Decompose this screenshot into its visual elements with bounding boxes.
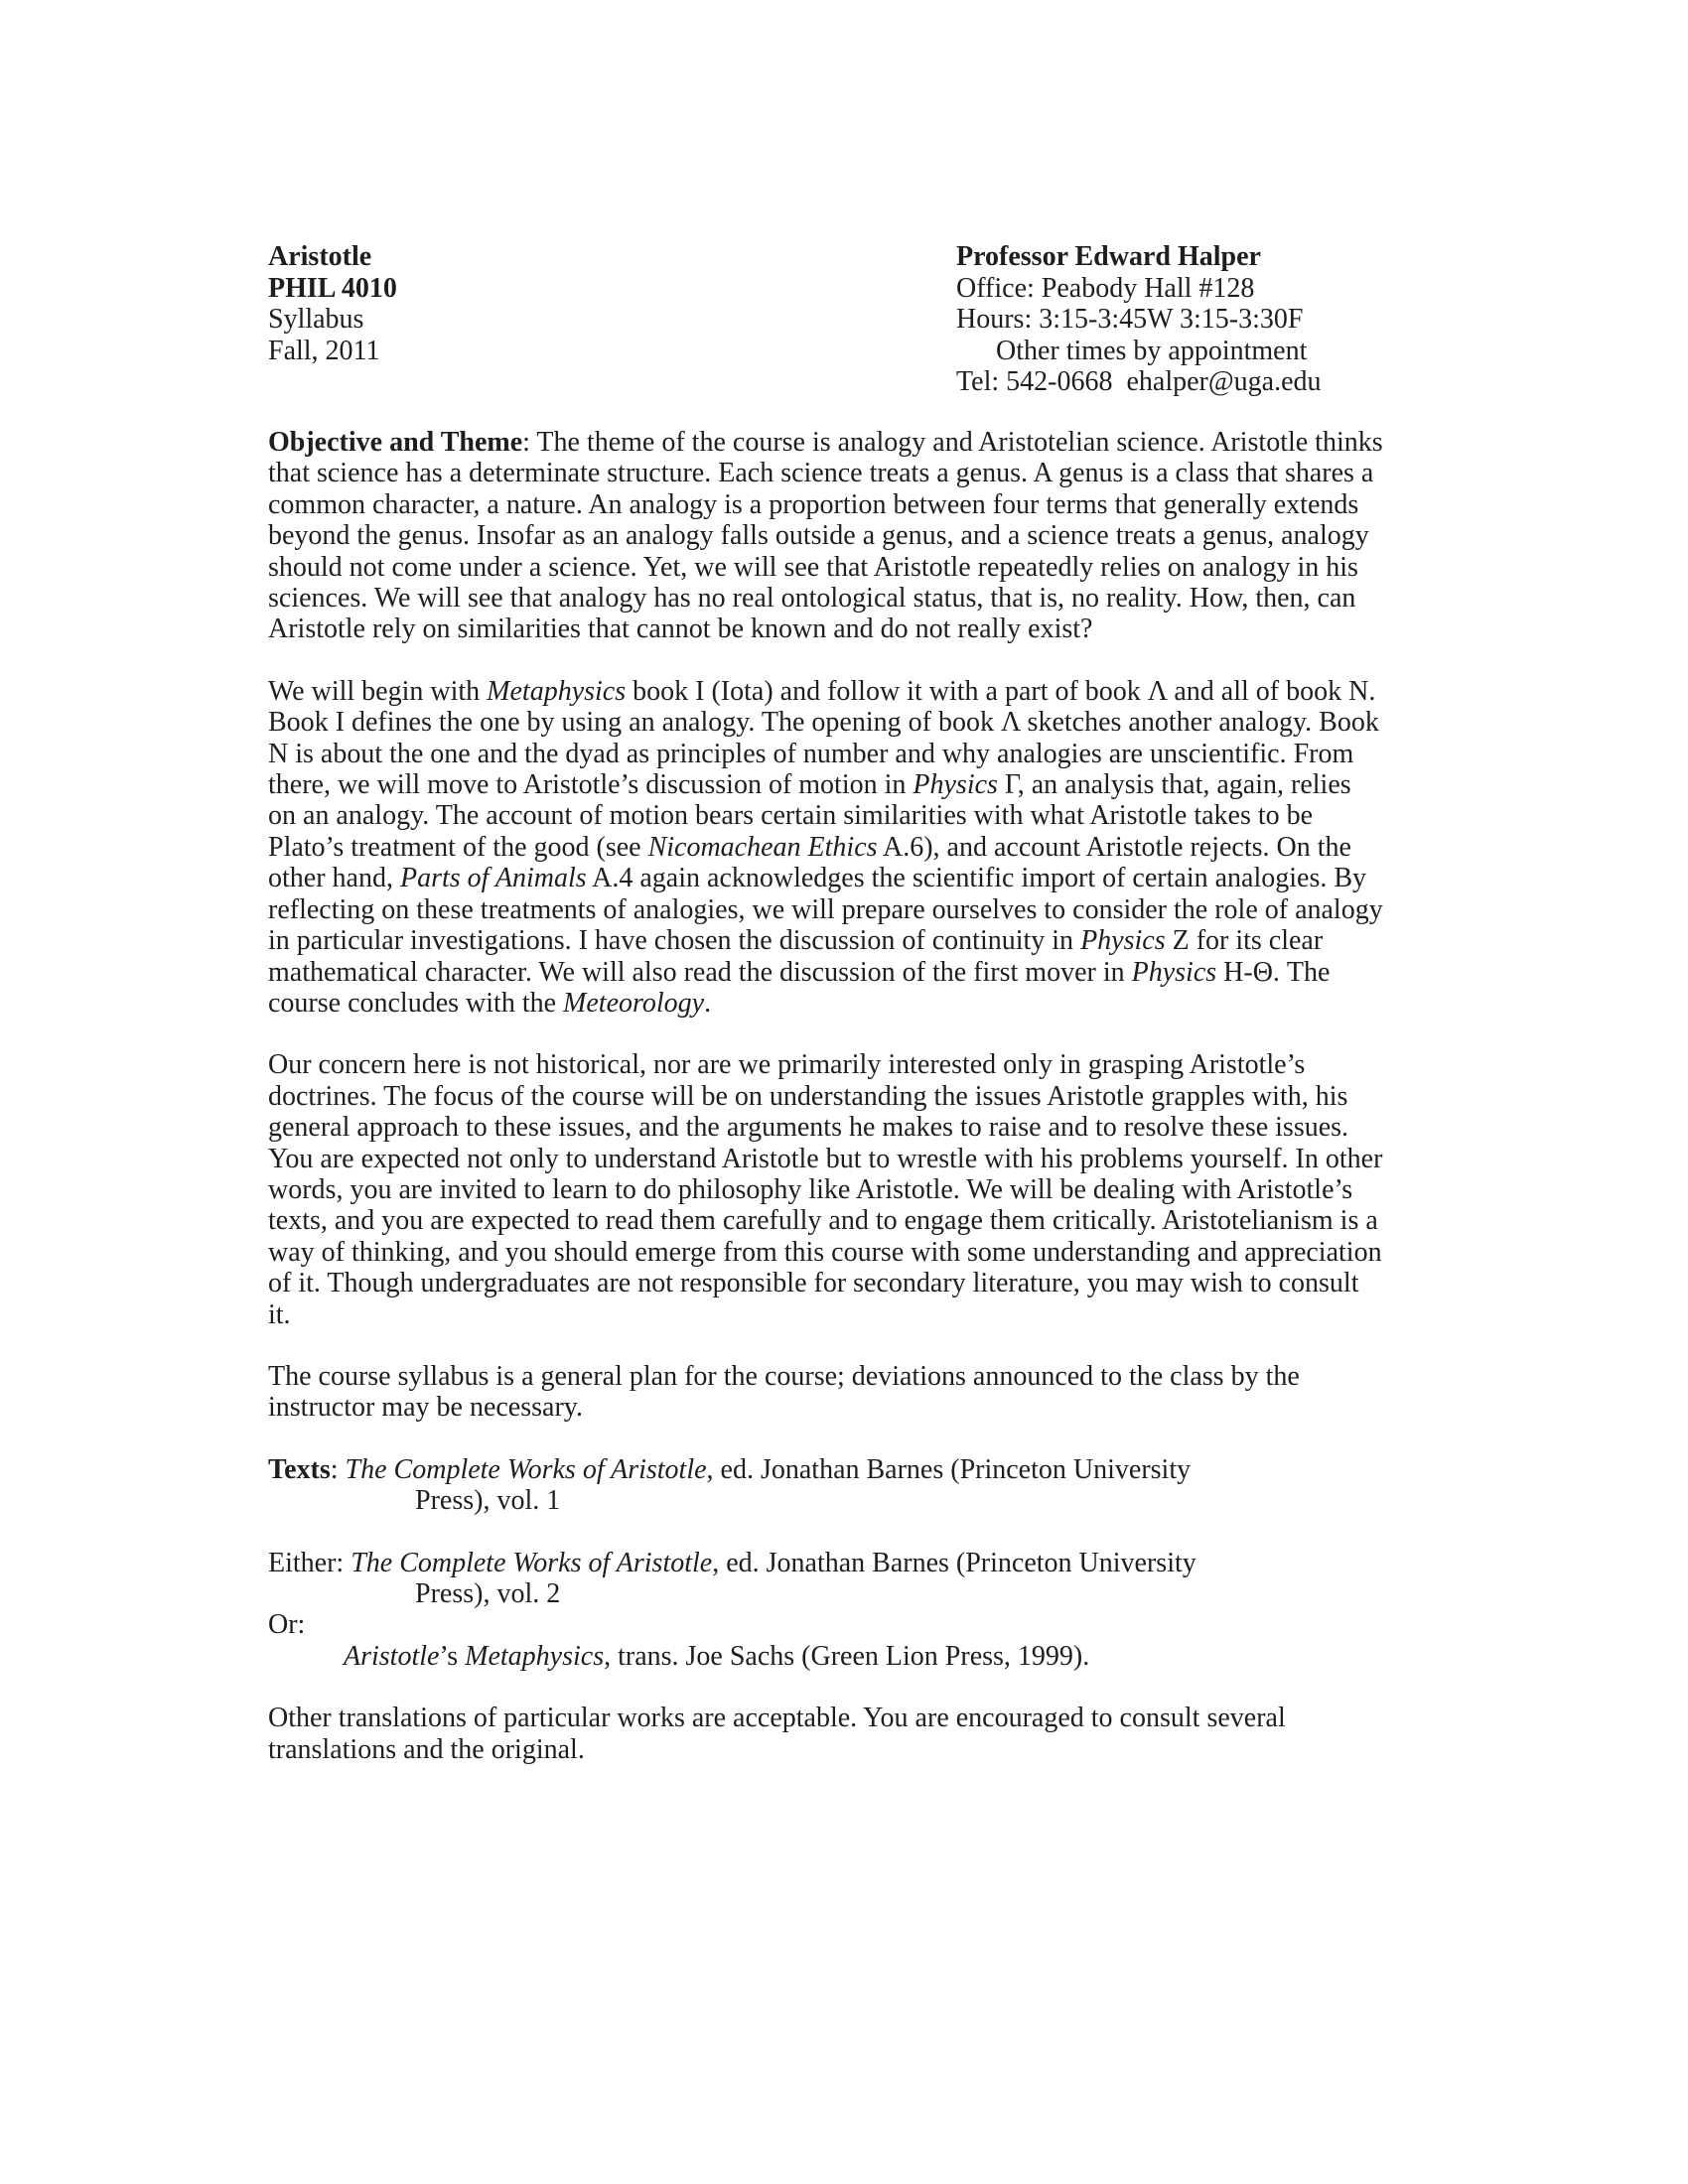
plan-text: Γ, an analysis that, again, relies on an analogy. The account of motion bears certain similarities with what Aristotle takes to be Plato’s treatment of the good (see [268, 769, 1351, 863]
email: ehalper@uga.edu [1126, 366, 1322, 397]
syllabus-note-paragraph: The course syllabus is a general plan for the course; deviations announced to the class by the instructor may be necessary. [268, 1360, 1300, 1424]
document-type: Syllabus [268, 304, 364, 335]
book-details-cont: Press), vol. 2 [415, 1578, 561, 1609]
texts-colon: : [330, 1453, 346, 1485]
other-times: Other times by appointment [996, 335, 1308, 366]
author-name: Aristotle [344, 1640, 440, 1672]
work-title: Parts of Animals [399, 863, 587, 894]
contact-line [956, 366, 1322, 398]
telephone: Tel: 542-0668 [956, 366, 1113, 397]
either-label: Either: [268, 1547, 352, 1578]
office-hours: Hours: 3:15-3:45W 3:15-3:30F [956, 304, 1304, 335]
syllabus-body [268, 427, 1385, 1796]
book-details: , ed. Jonathan Barnes (Princeton University [706, 1453, 1192, 1485]
translations-paragraph: Other translations of particular works are acceptable. You are encouraged to consult several translations and the original. [268, 1703, 1286, 1765]
book-details-cont: Press), vol. 1 [415, 1485, 561, 1517]
course-name: Aristotle [268, 241, 372, 272]
objective-label: Objective and Theme [268, 427, 523, 458]
instructor-info-block [956, 241, 1322, 398]
plan-text: Z for its clear mathematical character. We will also read the discussion of the first mover in [268, 925, 1324, 988]
book-title: Metaphysics [465, 1640, 605, 1672]
office-location: Office: Peabody Hall #128 [956, 272, 1255, 304]
alt-text: ’s [439, 1640, 466, 1672]
book-title: The Complete Works of Aristotle [351, 1547, 713, 1578]
objective-paragraph [268, 427, 1385, 645]
work-title: Nicomachean Ethics [647, 831, 878, 863]
or-label: Or: [268, 1609, 306, 1641]
plan-text: H-Θ. The course concludes with the [268, 956, 1331, 1019]
texts-entry [268, 1454, 1385, 1517]
course-code: PHIL 4010 [268, 272, 397, 304]
professor-name: Professor Edward Halper [956, 241, 1261, 272]
either-entry [268, 1548, 1385, 1673]
plan-text: . [704, 987, 712, 1019]
plan-text: book I (Iota) and follow it with a part of book Λ and all of book N. Book I defines the one by using an analogy. The opening of book Λ sketches another analogy. Book N is about the one and the dyad as principles of number and why analogies are unscientific. From there, we will move to Aristotle’s discussion of motion in [268, 675, 1379, 801]
work-title: Meteorology [563, 987, 705, 1019]
course-plan-paragraph [268, 676, 1385, 1019]
plan-text: We will begin with [268, 675, 488, 707]
alternative-text [268, 1641, 1089, 1672]
texts-label: Texts [268, 1453, 331, 1485]
work-title: Physics [913, 769, 998, 801]
concern-paragraph: Our concern here is not historical, nor are we primarily interested only in grasping Aristotle’s doctrines. The focus of the course will be on understanding the issues Aristotle grapples with, his general approach to these issues, and the arguments he makes to raise and to resolve these issues. You are expected not only to understand Aristotle but to wrestle with his problems yourself. In other words, you are invited to learn to do philosophy like Aristotle. We will be dealing with Aristotle’s texts, and you are expected to read them carefully and to engage them critically. Aristotelianism is a way of thinking, and you should emerge from this course with some understanding and appreciation of it. Though undergraduates are not responsible for secondary literature, you may wish to consult it. [268, 1049, 1383, 1330]
plan-text: A.6), and account Aristotle rejects. On the other hand, [268, 831, 1351, 894]
book-details: , ed. Jonathan Barnes (Princeton University [712, 1547, 1196, 1578]
course-info-block [268, 241, 397, 366]
objective-text: : The theme of the course is analogy and Aristotelian science. Aristotle thinks that science has a determinate structure. Each science treats a genus. A genus is a class that shares a common character, a nature. An analogy is a proportion between four terms that generally extends beyond the genus. Insofar as an analogy falls outside a genus, and a science treats a genus, analogy should not come under a science. Yet, we will see that Aristotle repeatedly relies on analogy in his sciences. We will see that analogy has no real ontological status, that is, no reality. How, then, can Aristotle rely on similarities that cannot be known and do not really exist? [268, 427, 1383, 645]
plan-text: A.4 again acknowledges the scientific import of certain analogies. By reflecting on these treatments of analogies, we will prepare ourselves to consider the role of analogy in particular investigations. I have chosen the discussion of continuity in [268, 863, 1383, 957]
book-title: The Complete Works of Aristotle [345, 1453, 707, 1485]
work-title: Physics [1131, 956, 1217, 988]
term: Fall, 2011 [268, 335, 380, 366]
work-title: Metaphysics [487, 675, 627, 707]
alt-text: , trans. Joe Sachs (Green Lion Press, 1999). [604, 1640, 1090, 1672]
work-title: Physics [1080, 925, 1166, 957]
